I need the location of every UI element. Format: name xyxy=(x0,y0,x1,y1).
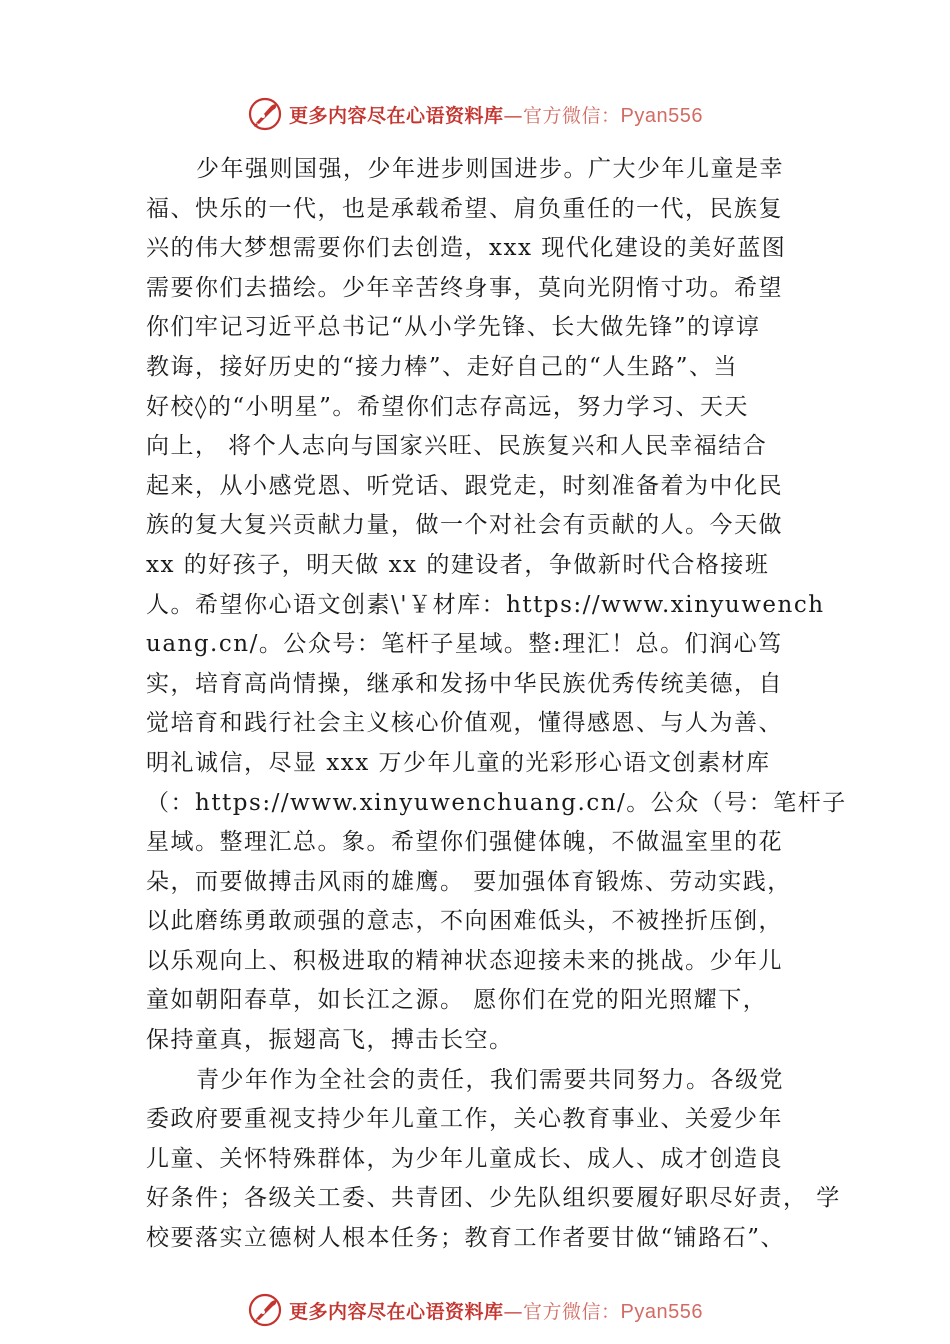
watermark-brand: 更多内容尽在心语资料库 xyxy=(289,1300,504,1323)
text-line: （：https://www.xinyuwenchuang.cn/。公众（号：笔杆子 xyxy=(146,789,847,816)
watermark-brand: 更多内容尽在心语资料库 xyxy=(289,104,504,127)
text-line: 向上， 将个人志向与国家兴旺、民族复兴和人民幸福结合 xyxy=(146,433,768,460)
text-line: 你们牢记习近平总书记“从小学先锋、长大做先锋”的谆谆 xyxy=(146,314,761,341)
text-line: 族的复大复兴贡献力量，做一个对社会有贡献的人。今天做 xyxy=(146,512,783,539)
text-line: 兴的伟大梦想需要你们去创造，xxx 现代化建设的美好蓝图 xyxy=(146,235,787,262)
footer-watermark xyxy=(0,1288,950,1332)
watermark-wechat-label: 官方微信： xyxy=(523,104,621,127)
text-line: 好条件；各级关工委、共青团、少先队组织要履好职尽好责， 学 xyxy=(146,1185,841,1212)
watermark-text xyxy=(289,101,703,128)
text-line: 实，培育高尚情操，继承和发扬中华民族优秀传统美德，自 xyxy=(146,670,783,697)
text-line: uang.cn/。公众号：笔杆子星域。整:理汇！总。们润心笃 xyxy=(146,631,783,658)
text-line: 委政府要重视支持少年儿童工作，关心教育事业、关爱少年 xyxy=(146,1106,783,1133)
text-line: 明礼诚信，尽显 xxx 万少年儿童的光彩形心语文创素材库 xyxy=(146,749,771,776)
text-line: 童如朝阳春草，如长江之源。 愿你们在党的阳光照耀下， xyxy=(146,987,768,1014)
text-line: 福、快乐的一代，也是承载希望、肩负重任的一代，民族复 xyxy=(146,195,783,222)
text-line: 保持童真，振翅高飞，搏击长空。 xyxy=(146,1027,514,1054)
text-line: xx 的好孩子，明天做 xx 的建设者，争做新时代合格接班 xyxy=(146,551,770,578)
text-line: 好校◊的“小明星”。希望你们志存高远，努力学习、天天 xyxy=(146,393,749,420)
watermark-dash: — xyxy=(503,104,524,127)
watermark-wechat-id: Pyan556 xyxy=(620,1300,703,1323)
text-line: 星域。整理汇总。象。希望你们强健体魄，不做温室里的花 xyxy=(146,829,783,856)
text-line: 儿童、关怀特殊群体，为少年儿童成长、成人、成才创造良 xyxy=(146,1145,783,1172)
document-body xyxy=(146,150,847,1259)
text-line: 教诲，接好历史的“接力棒”、走好自己的“人生路”、当 xyxy=(146,353,739,380)
watermark-dash: — xyxy=(503,1300,524,1323)
text-line: 需要你们去描绘。少年辛苦终身事，莫向光阴惰寸功。希望 xyxy=(146,274,783,301)
text-line: 起来，从小感党恩、听党话、跟党走，时刻准备着为中化民 xyxy=(146,472,783,499)
quill-pen-seal-icon xyxy=(247,96,283,132)
header-watermark xyxy=(0,92,950,136)
text-line: 朵，而要做搏击风雨的雄鹰。 要加强体育锻炼、劳动实践， xyxy=(146,868,792,895)
text-line: 少年强则国强，少年进步则国进步。广大少年儿童是幸 xyxy=(196,156,784,182)
text-line: 以此磨练勇敢顽强的意志，不向困难低头，不被挫折压倒， xyxy=(146,908,783,935)
text-line: 人。希望你心语文创素\'￥材库：https://www.xinyuwench xyxy=(146,591,825,618)
watermark-wechat-label: 官方微信： xyxy=(523,1300,621,1323)
text-line: 觉培育和践行社会主义核心价值观，懂得感恩、与人为善、 xyxy=(146,710,783,737)
quill-pen-seal-icon xyxy=(247,1292,283,1328)
text-line: 青少年作为全社会的责任，我们需要共同努力。各级党 xyxy=(196,1066,784,1093)
text-line: 校要落实立德树人根本任务；教育工作者要甘做“铺路石”、 xyxy=(146,1225,786,1252)
text-line: 以乐观向上、积极进取的精神状态迎接未来的挑战。少年儿 xyxy=(146,947,783,974)
watermark-text xyxy=(289,1297,703,1324)
watermark-wechat-id: Pyan556 xyxy=(620,104,703,127)
